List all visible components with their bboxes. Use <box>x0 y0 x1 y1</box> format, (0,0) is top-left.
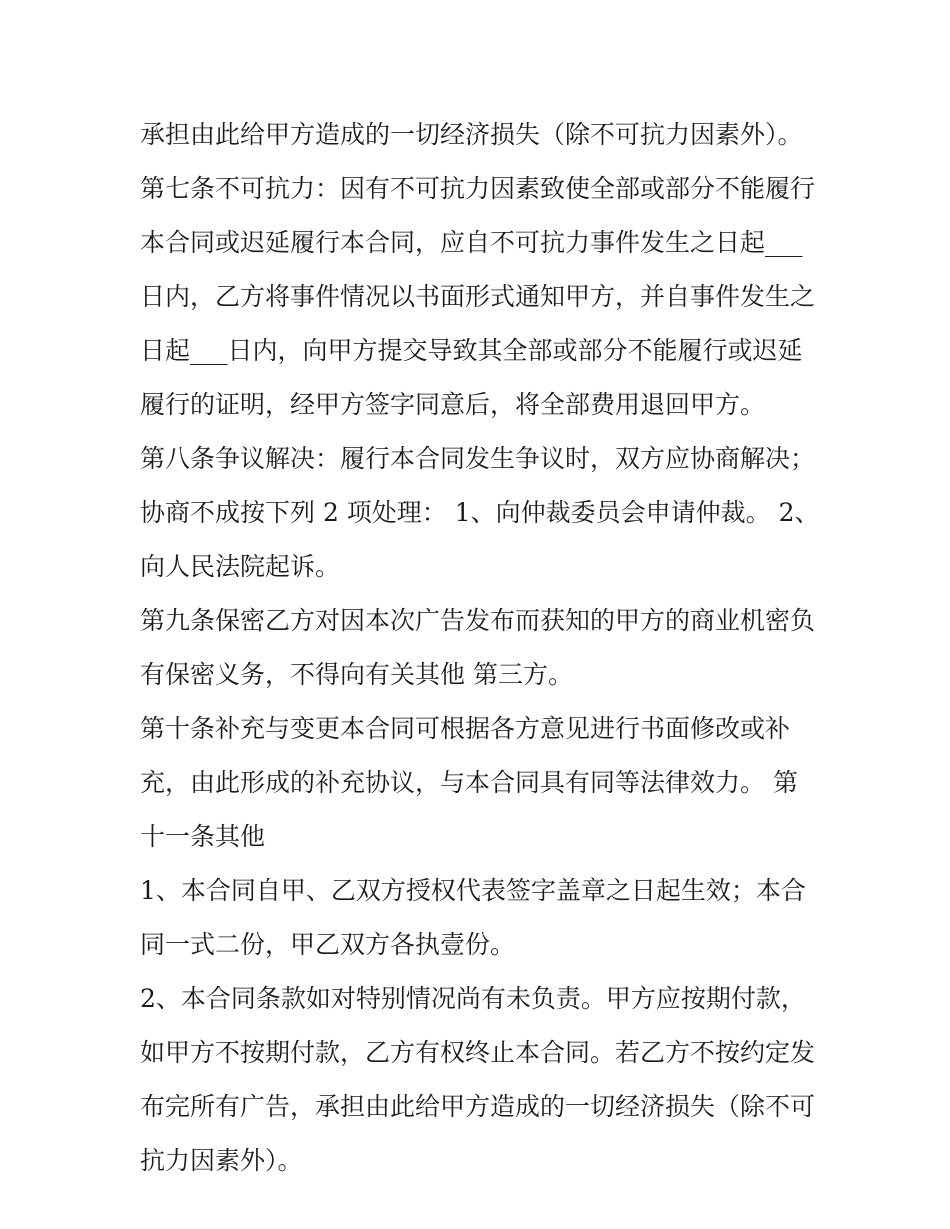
text-line: 有保密义务，不得向有关其他 第三方。 <box>140 660 573 689</box>
text-line: 布完所有广告，承担由此给甲方造成的一切经济损失（除不可 <box>140 1092 816 1121</box>
document-body <box>140 108 830 1188</box>
text-line: 十一条其他 <box>140 822 266 851</box>
text-line: 第九条保密乙方对因本次广告发布而获知的甲方的商业机密负 <box>140 606 816 635</box>
text-line: 本合同或迟延履行本合同，应自不可抗力事件发生之日起___ <box>140 228 803 257</box>
text-line: 同一式二份，甲乙双方各执壹份。 <box>140 930 516 959</box>
text-line: 日起___日内，向甲方提交导致其全部或部分不能履行或迟延 <box>140 336 803 365</box>
text-line: 承担由此给甲方造成的一切经济损失（除不可抗力因素外）。 <box>140 120 803 149</box>
text-line: 抗力因素外）。 <box>140 1146 303 1175</box>
text-line: 充，由此形成的补充协议，与本合同具有同等法律效力。 第 <box>140 768 798 797</box>
text-line: 协商不成按下列 2 项处理： 1、向仲裁委员会申请仲裁。 2、 <box>140 498 820 527</box>
text-line: 履行的证明，经甲方签字同意后，将全部费用退回甲方。 <box>140 390 766 419</box>
text-line: 如甲方不按期付款，乙方有权终止本合同。若乙方不按约定发 <box>140 1038 816 1067</box>
text-line: 2、本合同条款如对特别情况尚有未负责。甲方应按期付款， <box>140 984 806 1013</box>
text-line: 第八条争议解决：履行本合同发生争议时，双方应协商解决； <box>140 444 816 473</box>
text-line: 第七条不可抗力：因有不可抗力因素致使全部或部分不能履行 <box>140 174 816 203</box>
text-line: 1、本合同自甲、乙双方授权代表签字盖章之日起生效；本合 <box>140 876 806 905</box>
text-line: 第十条补充与变更本合同可根据各方意见进行书面修改或补 <box>140 714 791 743</box>
text-line: 日内，乙方将事件情况以书面形式通知甲方，并自事件发生之 <box>140 282 816 311</box>
text-line: 向人民法院起诉。 <box>140 552 341 581</box>
